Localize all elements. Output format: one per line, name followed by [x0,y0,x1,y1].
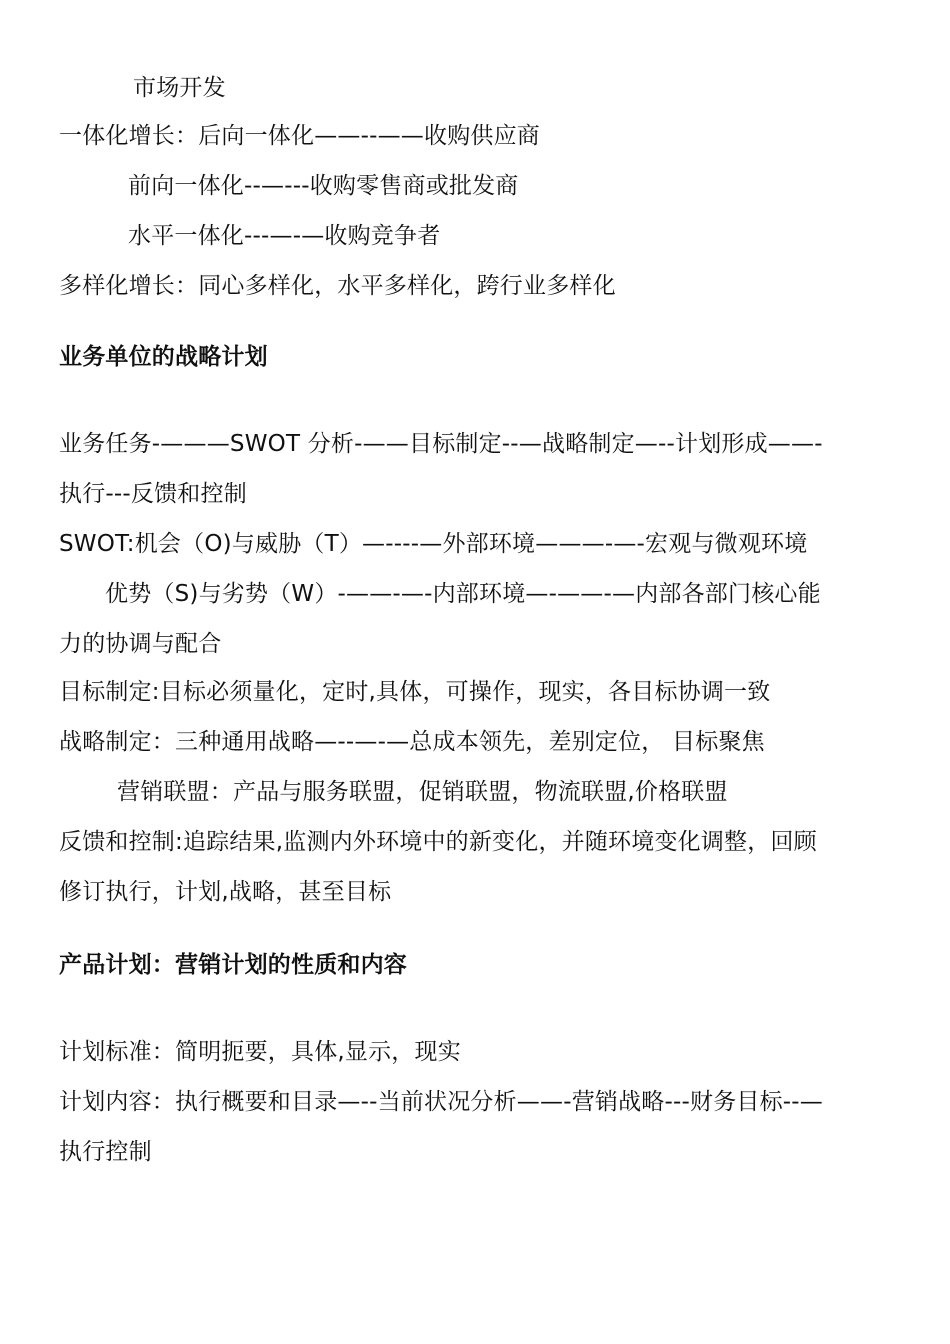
text-line-integration-growth: 一体化增长：后向一体化——--——收购供应商 [59,123,540,149]
text-line-business-task-flow-cont: 执行---反馈和控制 [59,481,247,507]
text-line-swot-external: SWOT:机会（O)与威胁（T）—----—外部环境———-—-宏观与微观环境 [59,531,808,557]
text-line-swot-internal: 优势（S)与劣势（W）-——-—-内部环境—-——-—内部各部门核心能 [105,581,821,607]
text-line-goal-setting: 目标制定:目标必须量化，定时,具体，可操作，现实，各目标协调一致 [59,679,771,705]
text-line-market-development: 市场开发 [133,75,226,101]
text-line-feedback-control-cont: 修订执行，计划,战略，甚至目标 [59,879,392,905]
text-line-plan-content: 计划内容：执行概要和目录—--当前状况分析——-营销战略---财务目标--— [59,1089,823,1115]
text-line-swot-internal-cont: 力的协调与配合 [59,631,222,657]
text-line-strategy-setting: 战略制定：三种通用战略—--—-—总成本领先，差别定位， 目标聚焦 [59,729,765,755]
section-heading-product-plan: 产品计划：营销计划的性质和内容 [59,952,407,978]
section-heading-business-unit-strategy: 业务单位的战略计划 [59,344,268,370]
text-line-diversification-growth: 多样化增长：同心多样化，水平多样化，跨行业多样化 [59,273,616,299]
text-line-forward-integration: 前向一体化--—---收购零售商或批发商 [128,173,519,199]
text-line-plan-content-cont: 执行控制 [59,1139,152,1165]
text-line-feedback-control: 反馈和控制:追踪结果,监测内外环境中的新变化，并随环境变化调整，回顾 [59,829,817,855]
text-line-marketing-alliance: 营销联盟：产品与服务联盟，促销联盟，物流联盟,价格联盟 [117,779,728,805]
text-line-horizontal-integration: 水平一体化---—-—收购竞争者 [128,223,441,249]
text-line-business-task-flow: 业务任务-———SWOT 分析-——目标制定--—战略制定—--计划形成——- [59,431,823,457]
text-line-plan-standard: 计划标准：简明扼要，具体,显示，现实 [59,1039,461,1065]
